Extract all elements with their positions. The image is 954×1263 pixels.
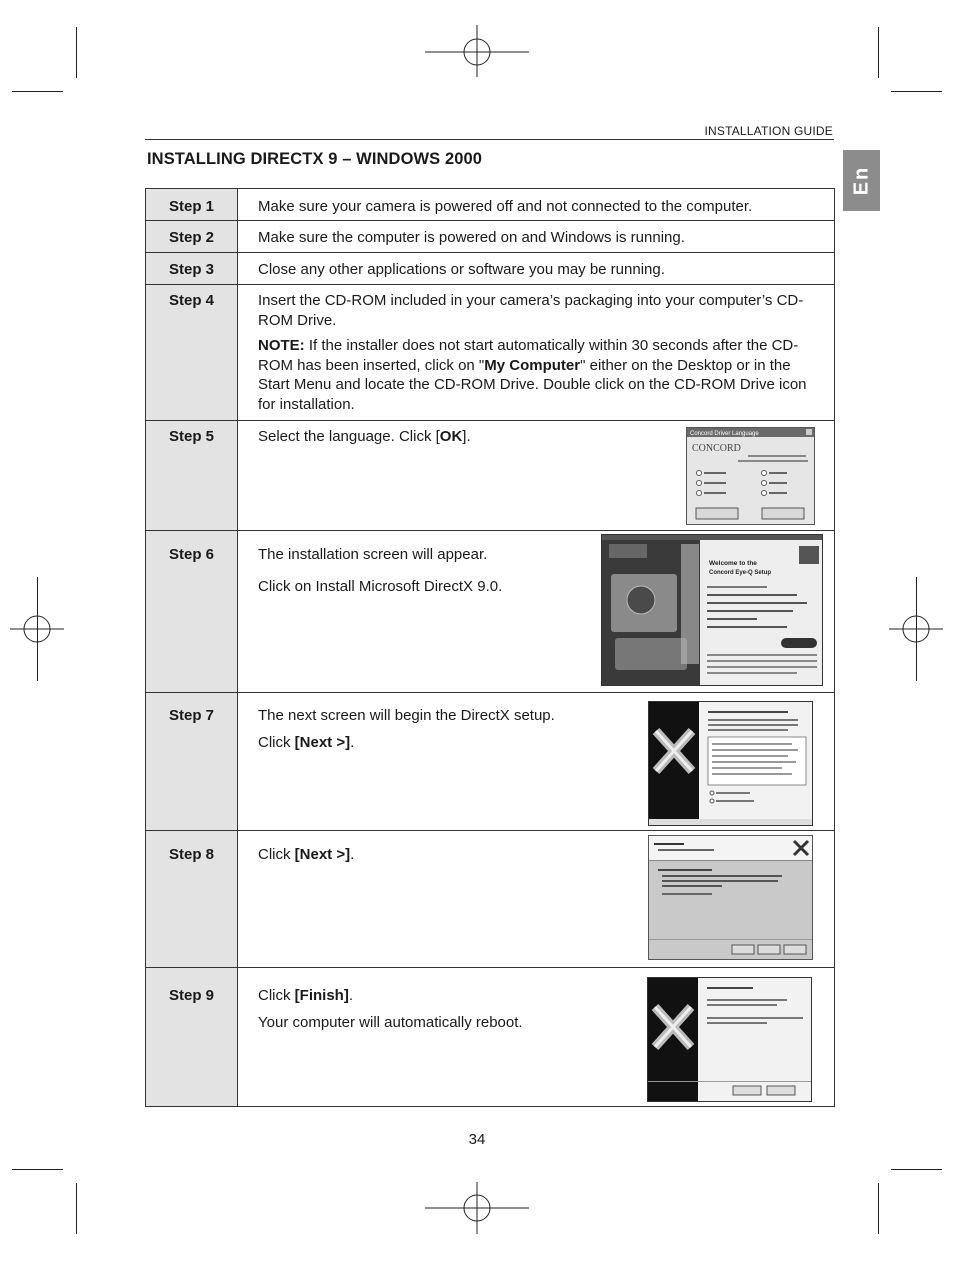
svg-text:Welcome to the: Welcome to the [709, 560, 757, 567]
installer-welcome-screen [601, 534, 823, 686]
step-label-cell [146, 531, 238, 693]
step-text-a: Select the language. Click [ [258, 428, 440, 445]
step-body [238, 285, 835, 421]
note-label: NOTE: [258, 337, 305, 354]
language-tab [843, 150, 880, 211]
step-label: Step 9 [168, 987, 214, 1004]
step-row [146, 285, 835, 421]
step-text-bold: OK [439, 428, 463, 445]
step-row [146, 531, 835, 693]
step-label-cell [146, 253, 238, 285]
directx-setup-screen [648, 835, 813, 960]
directx-welcome-screen [648, 701, 813, 826]
step-text: Insert the CD-ROM included in your camera’s packaging into your computer’s CD-ROM Drive. [258, 292, 804, 329]
step-row [146, 421, 835, 531]
install-complete-screen [647, 977, 812, 1102]
step-text-a: Click [258, 987, 295, 1004]
note-text: If the installer does not start automatically within 30 seconds after the CD-ROM has been inserted, click on " [258, 337, 799, 374]
step-label: Step 8 [168, 846, 214, 863]
step-label: Step 3 [168, 261, 214, 278]
step-text-2: Your computer will automatically reboot. [258, 1013, 523, 1031]
step-body [238, 421, 835, 531]
step-note [258, 336, 822, 414]
step-body [238, 968, 835, 1107]
step-text-2a: Click [258, 733, 295, 751]
dialog-brand: CONCORD [692, 443, 741, 454]
step-body [238, 189, 835, 221]
step-label-cell [146, 421, 238, 531]
step-label: Step 5 [168, 428, 214, 445]
svg-text:Concord Eye-Q Setup: Concord Eye-Q Setup [709, 570, 772, 576]
step-label: Step 7 [168, 707, 214, 724]
finish-button-text: [Finish] [294, 987, 349, 1004]
step-body [238, 253, 835, 285]
step-text: Make sure your camera is powered off and not connected to the computer. [258, 198, 753, 215]
steps-table [145, 188, 835, 1107]
step-text-2b: . [350, 733, 355, 751]
step-label-cell [146, 693, 238, 831]
step-label-cell [146, 968, 238, 1107]
page-title: INSTALLING DIRECTX 9 – WINDOWS 2000 [147, 150, 483, 168]
step-label-cell [146, 189, 238, 221]
step-label-cell [146, 285, 238, 421]
step-row [146, 221, 835, 253]
note-bold: My Computer [484, 356, 581, 374]
step-row [146, 189, 835, 221]
dialog-title: Concord Driver Language [690, 431, 759, 437]
page-number: 34 [468, 1131, 486, 1148]
step-row [146, 693, 835, 831]
step-text: The next screen will begin the DirectX setup. [258, 707, 555, 724]
section-label: INSTALLATION GUIDE [704, 124, 833, 138]
step-body [238, 531, 835, 693]
step-label-cell [146, 221, 238, 253]
step-label-cell [146, 831, 238, 968]
step-row [146, 253, 835, 285]
step-text-2: Click on Install Microsoft DirectX 9.0. [258, 577, 503, 595]
step-text: The installation screen will appear. [258, 546, 488, 563]
step-row [146, 831, 835, 968]
step-text-b: ]. [462, 428, 471, 445]
step-label: Step 4 [168, 292, 214, 309]
next-button-text: [Next >] [294, 733, 351, 751]
step-label: Step 1 [168, 198, 214, 215]
step-body [238, 221, 835, 253]
step-text-b: . [348, 987, 353, 1004]
step-text-b: . [350, 846, 355, 863]
step-body [238, 693, 835, 831]
note-text-end: " either on the Desktop or in the Start Menu and locate the CD-ROM Drive. Double click on the CD-ROM Drive icon for installation. [258, 356, 807, 413]
step-label: Step 2 [168, 229, 214, 246]
next-button-text: [Next >] [294, 846, 351, 863]
step-text: Make sure the computer is powered on and Windows is running. [258, 229, 685, 246]
step-row [146, 968, 835, 1107]
step-text-a: Click [258, 846, 295, 863]
language-select-dialog [686, 427, 815, 525]
language-tab-label: En [850, 165, 872, 196]
header-rule [145, 139, 834, 140]
step-label: Step 6 [168, 546, 214, 563]
step-text: Close any other applications or software you may be running. [258, 261, 665, 278]
step-body [238, 831, 835, 968]
